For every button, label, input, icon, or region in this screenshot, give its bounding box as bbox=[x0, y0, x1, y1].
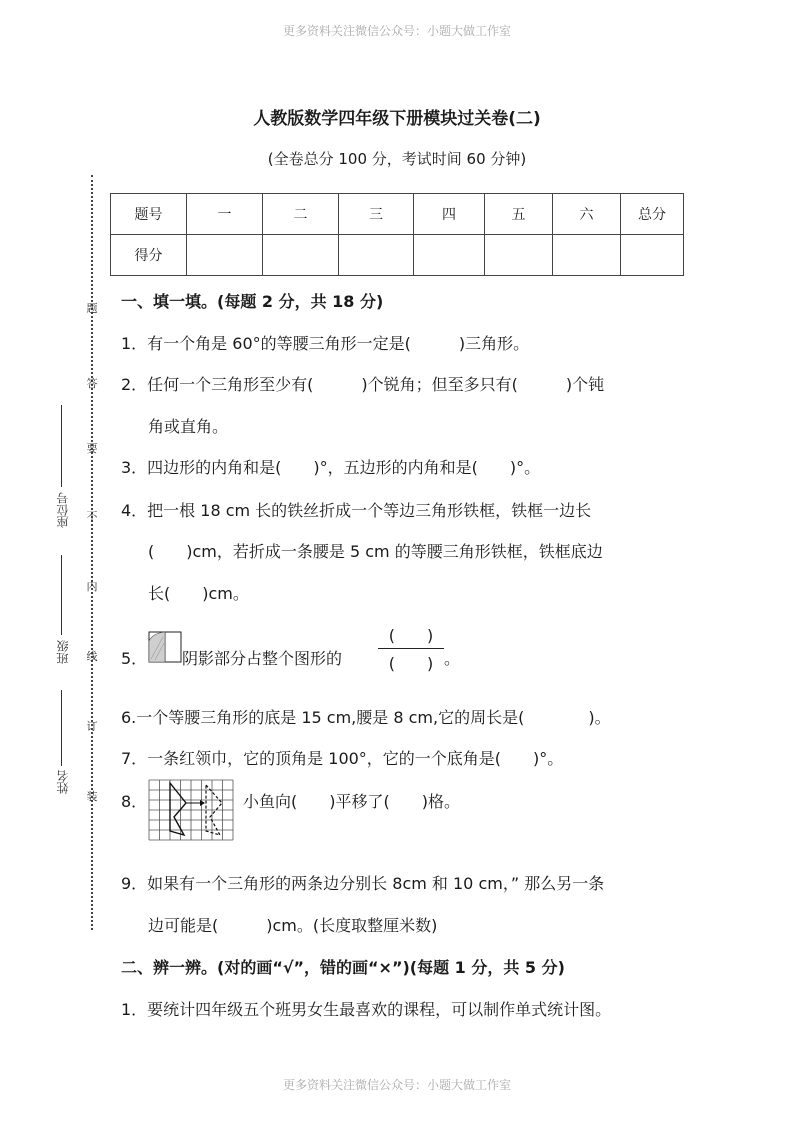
score-cell bbox=[553, 235, 621, 276]
binding-dotted-line bbox=[91, 175, 93, 930]
score-cell bbox=[187, 235, 263, 276]
score-header-row bbox=[111, 194, 684, 235]
question-1-7: 7．一条红领巾，它的顶角是 100°，它的一个底角是( )°。 bbox=[121, 749, 564, 768]
question-1-5-text: 阴影部分占整个图形的 bbox=[182, 649, 343, 668]
question-1-5-end: 。 bbox=[444, 649, 461, 668]
section2-heading: 二、辨一辨。(对的画“√”，错的画“×”)(每题 1 分，共 5 分) bbox=[121, 958, 565, 977]
score-table bbox=[110, 193, 684, 276]
score-header-cell: 三 bbox=[339, 194, 414, 235]
score-cell bbox=[414, 235, 485, 276]
name-blank bbox=[61, 690, 62, 766]
question-1-8-number: 8． bbox=[121, 792, 148, 811]
binding-warning-8: 装 bbox=[86, 790, 98, 803]
binding-warning-4: 不 bbox=[86, 510, 98, 523]
score-header-cell: 六 bbox=[553, 194, 621, 235]
score-row bbox=[111, 235, 684, 276]
page-subtitle: (全卷总分 100 分，考试时间 60 分钟) bbox=[267, 150, 527, 168]
watermark-bottom: 更多资料关注微信公众号：小题大做工作室 bbox=[282, 1078, 511, 1092]
fraction-blank bbox=[378, 623, 444, 674]
question-1-3: 3．四边形的内角和是( )°，五边形的内角和是( )°。 bbox=[121, 458, 541, 477]
score-header-cell: 五 bbox=[485, 194, 553, 235]
seat-label: 座位号 bbox=[56, 492, 70, 528]
question-1-9-cont: 边可能是( )cm。(长度取整厘米数) bbox=[148, 916, 438, 935]
binding-warning-3: 要 bbox=[86, 442, 98, 455]
question-1-4: 4．把一根 18 cm 长的铁丝折成一个等边三角形铁框，铁框一边长 bbox=[121, 501, 592, 520]
seat-blank bbox=[61, 405, 62, 487]
binding-warning-1: 题 bbox=[86, 302, 98, 315]
score-header-cell: 四 bbox=[414, 194, 485, 235]
fraction-bar bbox=[378, 648, 444, 649]
page-title: 人教版数学四年级下册模块过关卷(二) bbox=[253, 109, 541, 129]
class-label: 班级 bbox=[56, 640, 70, 664]
question-1-4-cont: ( )cm，若折成一条腰是 5 cm 的等腰三角形铁框，铁框底边 bbox=[148, 542, 603, 561]
class-blank bbox=[61, 555, 62, 635]
question-1-2-cont: 角或直角。 bbox=[148, 417, 229, 436]
question-1-5-number: 5． bbox=[121, 649, 148, 668]
score-header-cell: 题号 bbox=[111, 194, 187, 235]
score-cell bbox=[339, 235, 414, 276]
binding-warning-6: 线 bbox=[86, 650, 98, 663]
watermark-top: 更多资料关注微信公众号：小题大做工作室 bbox=[282, 24, 511, 38]
question-1-2: 2．任何一个三角形至少有( )个锐角；但至多只有( )个钝 bbox=[121, 375, 605, 394]
score-cell bbox=[485, 235, 553, 276]
score-row-label: 得分 bbox=[111, 235, 187, 276]
score-cell bbox=[621, 235, 684, 276]
score-header-cell: 一 bbox=[187, 194, 263, 235]
score-cell bbox=[263, 235, 339, 276]
question-1-9: 9．如果有一个三角形的两条边分别长 8cm 和 10 cm，” 那么另一条 bbox=[121, 874, 605, 893]
question-1-8-text: 小鱼向( )平移了( )格。 bbox=[243, 792, 460, 811]
score-header-cell: 总分 bbox=[621, 194, 684, 235]
question-1-6: 6.一个等腰三角形的底是 15 cm,腰是 8 cm,它的周长是( )。 bbox=[121, 708, 611, 727]
question-1-4-cont2: 长( )cm。 bbox=[148, 584, 249, 603]
fraction-numerator-blank: ( ) bbox=[388, 626, 434, 645]
binding-warning-2: 答 bbox=[86, 377, 98, 390]
binding-warning-7: 订 bbox=[86, 720, 98, 733]
shaded-rectangle-figure bbox=[148, 631, 182, 663]
question-1-1: 1．有一个角是 60°的等腰三角形一定是( )三角形。 bbox=[121, 334, 530, 353]
score-header-cell: 二 bbox=[263, 194, 339, 235]
fish-grid-figure bbox=[148, 779, 234, 841]
fraction-denominator-blank: ( ) bbox=[388, 654, 434, 673]
name-label: 姓名 bbox=[56, 770, 70, 794]
section1-heading: 一、填一填。(每题 2 分，共 18 分) bbox=[121, 292, 384, 311]
binding-warning-5: 内 bbox=[86, 580, 98, 593]
question-2-1: 1．要统计四年级五个班男女生最喜欢的课程，可以制作单式统计图。 bbox=[121, 1000, 612, 1019]
